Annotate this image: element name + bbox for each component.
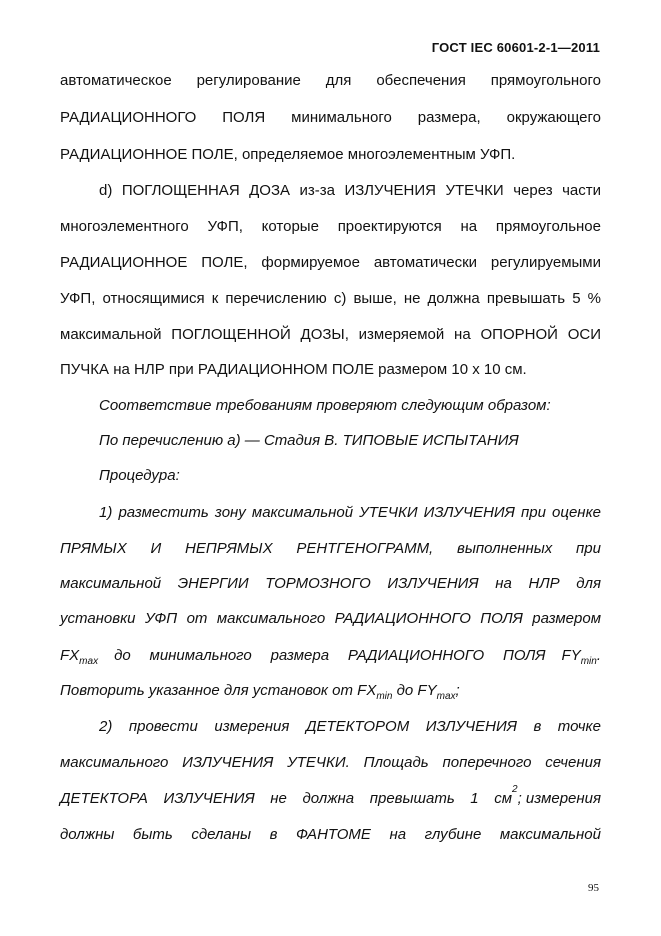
text-line-with-subscripts: Повторить указанное для установок от $FX_{min}$ до $FY_{max}$; bbox=[60, 682, 460, 702]
text-line-with-subscripts bbox=[60, 647, 601, 665]
text-line: автоматическое регулирование для обеспечения прямоугольного bbox=[60, 72, 601, 89]
text-line: многоэлементного УФП, которые проектируются на прямоугольное bbox=[60, 218, 601, 235]
text-line: По перечислению а) — Стадия В. ТИПОВЫЕ ИСПЫТАНИЯ bbox=[99, 432, 519, 449]
fy-min-term: $FY_{min}$. bbox=[561, 647, 601, 667]
text-line: Процедура: bbox=[99, 467, 180, 484]
text-line: РАДИАЦИОННОЕ ПОЛЕ, определяемое многоэлементным УФП. bbox=[60, 146, 516, 163]
page-number: 95 bbox=[588, 882, 599, 894]
text-line: ПУЧКА на НЛР при РАДИАЦИОННОМ ПОЛЕ размером 10 х 10 см. bbox=[60, 361, 527, 378]
text-line: РАДИАЦИОННОЕ ПОЛЕ, формируемое автоматически регулируемыми bbox=[60, 254, 601, 271]
text-line: максимальной ЭНЕРГИИ ТОРМОЗНОГО ИЗЛУЧЕНИЯ на НЛР для bbox=[60, 575, 601, 592]
superscript-2: 2 bbox=[512, 784, 518, 795]
text-line: d) ПОГЛОЩЕННАЯ ДОЗА из-за ИЗЛУЧЕНИЯ УТЕЧКИ через части bbox=[99, 182, 601, 199]
text-line-with-superscript bbox=[60, 784, 601, 808]
text-line: установки УФП от максимального РАДИАЦИОННОГО ПОЛЯ размером bbox=[60, 610, 601, 627]
text-line: Соответствие требованиям проверяют следующим образом: bbox=[99, 397, 551, 414]
fx-max-term: $FX_{max}$ bbox=[60, 647, 99, 667]
text-line: РАДИАЦИОННОГО ПОЛЯ минимального размера, окружающего bbox=[60, 109, 601, 126]
text-line: максимальной ПОГЛОЩЕННОЙ ДОЗЫ, измеряемой на ОПОРНОЙ ОСИ bbox=[60, 326, 601, 343]
text-line: 1) разместить зону максимальной УТЕЧКИ ИЗЛУЧЕНИЯ при оценке bbox=[99, 504, 601, 521]
line-end-text: ; измерения bbox=[517, 790, 601, 807]
text-line: максимального ИЗЛУЧЕНИЯ УТЕЧКИ. Площадь поперечного сечения bbox=[60, 754, 601, 771]
text-line: 2) провести измерения ДЕТЕКТОРОМ ИЗЛУЧЕНИЯ в точке bbox=[99, 718, 601, 735]
text-line: должны быть сделаны в ФАНТОМЕ на глубине максимальной bbox=[60, 826, 601, 843]
text-line: ПРЯМЫХ И НЕПРЯМЫХ РЕНТГЕНОГРАММ, выполненных при bbox=[60, 540, 601, 557]
text-line: УФП, относящимися к перечислению с) выше, не должна превышать 5 % bbox=[60, 290, 601, 307]
line-middle-text: до минимального размера РАДИАЦИОННОГО ПОЛЯ bbox=[114, 647, 546, 664]
line-start-text: ДЕТЕКТОРА ИЗЛУЧЕНИЯ не должна превышать 1 см bbox=[60, 790, 513, 807]
standard-header: ГОСТ IEC 60601-2-1—2011 bbox=[431, 40, 600, 55]
